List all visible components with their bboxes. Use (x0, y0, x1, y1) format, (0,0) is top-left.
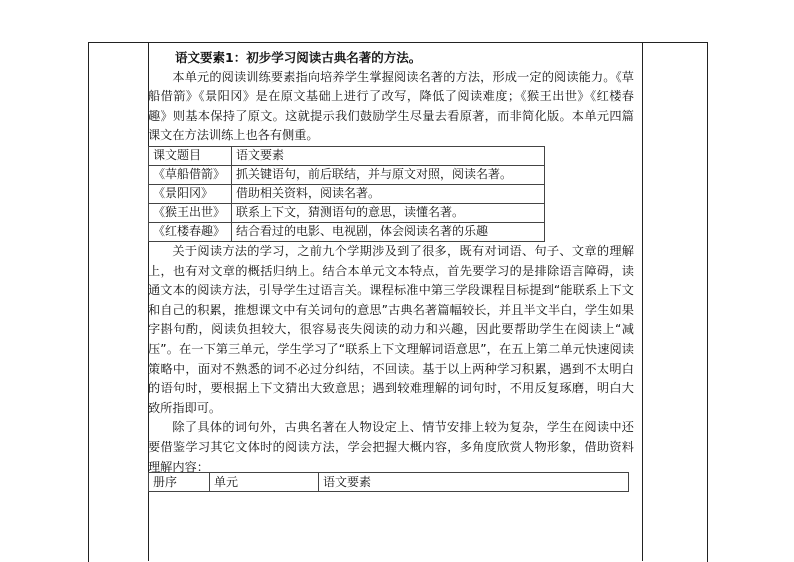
header-cell: 单元 (210, 473, 319, 492)
method-cell: 联系上下文，猜测语句的意思，读懂名著。 (232, 203, 545, 222)
method-cell: 结合看过的电影、电视剧，体会阅读名著的乐趣 (232, 222, 545, 241)
method-cell: 借助相关资料，阅读名著。 (232, 184, 545, 203)
lesson-content (148, 48, 634, 477)
column-divider-right (642, 42, 643, 561)
method-cell: 抓关键语句，前后联结，并与原文对照，阅读名著。 (232, 165, 545, 184)
table-row (149, 222, 545, 241)
table-header-row (149, 473, 629, 492)
lesson-title-cell: 《景阳冈》 (149, 184, 232, 203)
header-cell: 册序 (149, 473, 210, 492)
header-cell: 语文要素 (232, 146, 545, 165)
header-cell: 课文题目 (149, 146, 232, 165)
header-cell: 语文要素 (319, 473, 629, 492)
lesson-title-cell: 《红楼春趣》 (149, 222, 232, 241)
paragraph-intro: 本单元的阅读训练要素指向培养学生掌握阅读名著的方法，形成一定的阅读能力。《草船借箭》《景阳冈》是在原文基础上进行了改写，降低了阅读难度；《猴王出世》《红楼春趣》则基本保持了原文。这就提示我们鼓励学生尽量去看原著，而非简化版。本单元四篇课文在方法训练上也各有侧重。 (148, 69, 634, 143)
table-row (149, 184, 545, 203)
table-row (149, 165, 545, 184)
lesson-title-cell: 《猴王出世》 (149, 203, 232, 222)
methods-table (148, 146, 545, 242)
lesson-title-cell: 《草船借箭》 (149, 165, 232, 184)
paragraph-materials: 除了具体的词句外，古典名著在人物设定上、情节安排上较为复杂，学生在阅读中还要借鉴学习其它文体时的阅读方法，学会把握大概内容，多角度欣赏人物形象，借助资料理解内容： (148, 420, 634, 474)
table-header-row (149, 146, 545, 165)
table-row (149, 203, 545, 222)
volume-table (148, 472, 629, 492)
section-title: 语文要素1：初步学习阅读古典名著的方法。 (175, 50, 422, 65)
paragraph-methods: 关于阅读方法的学习，之前九个学期涉及到了很多，既有对词语、句子、文章的理解上，也有对文章的概括归纳上。结合本单元文本特点，首先要学习的是排除语言障碍，读通文本的阅读方法，引导学生过语言关。课程标准中第三学段课程目标提到“能联系上下文和自己的积累，推想课文中有关词句的意思”古典名著篇幅较长，并且半文半白，学生如果字斟句酌，阅读负担较大，很容易丧失阅读的动力和兴趣，因此要帮助学生在阅读上“减压”。在一下第三单元，学生学习了“联系上下文理解词语意思”，在五上第二单元快速阅读策略中，面对不熟悉的词不必过分纠结，不回读。基于以上两种学习积累，遇到不太明白的语句时，要根据上下文猜出大致意思；遇到较难理解的词句时，不用反复琢磨，明白大致所指即可。 (148, 243, 634, 415)
